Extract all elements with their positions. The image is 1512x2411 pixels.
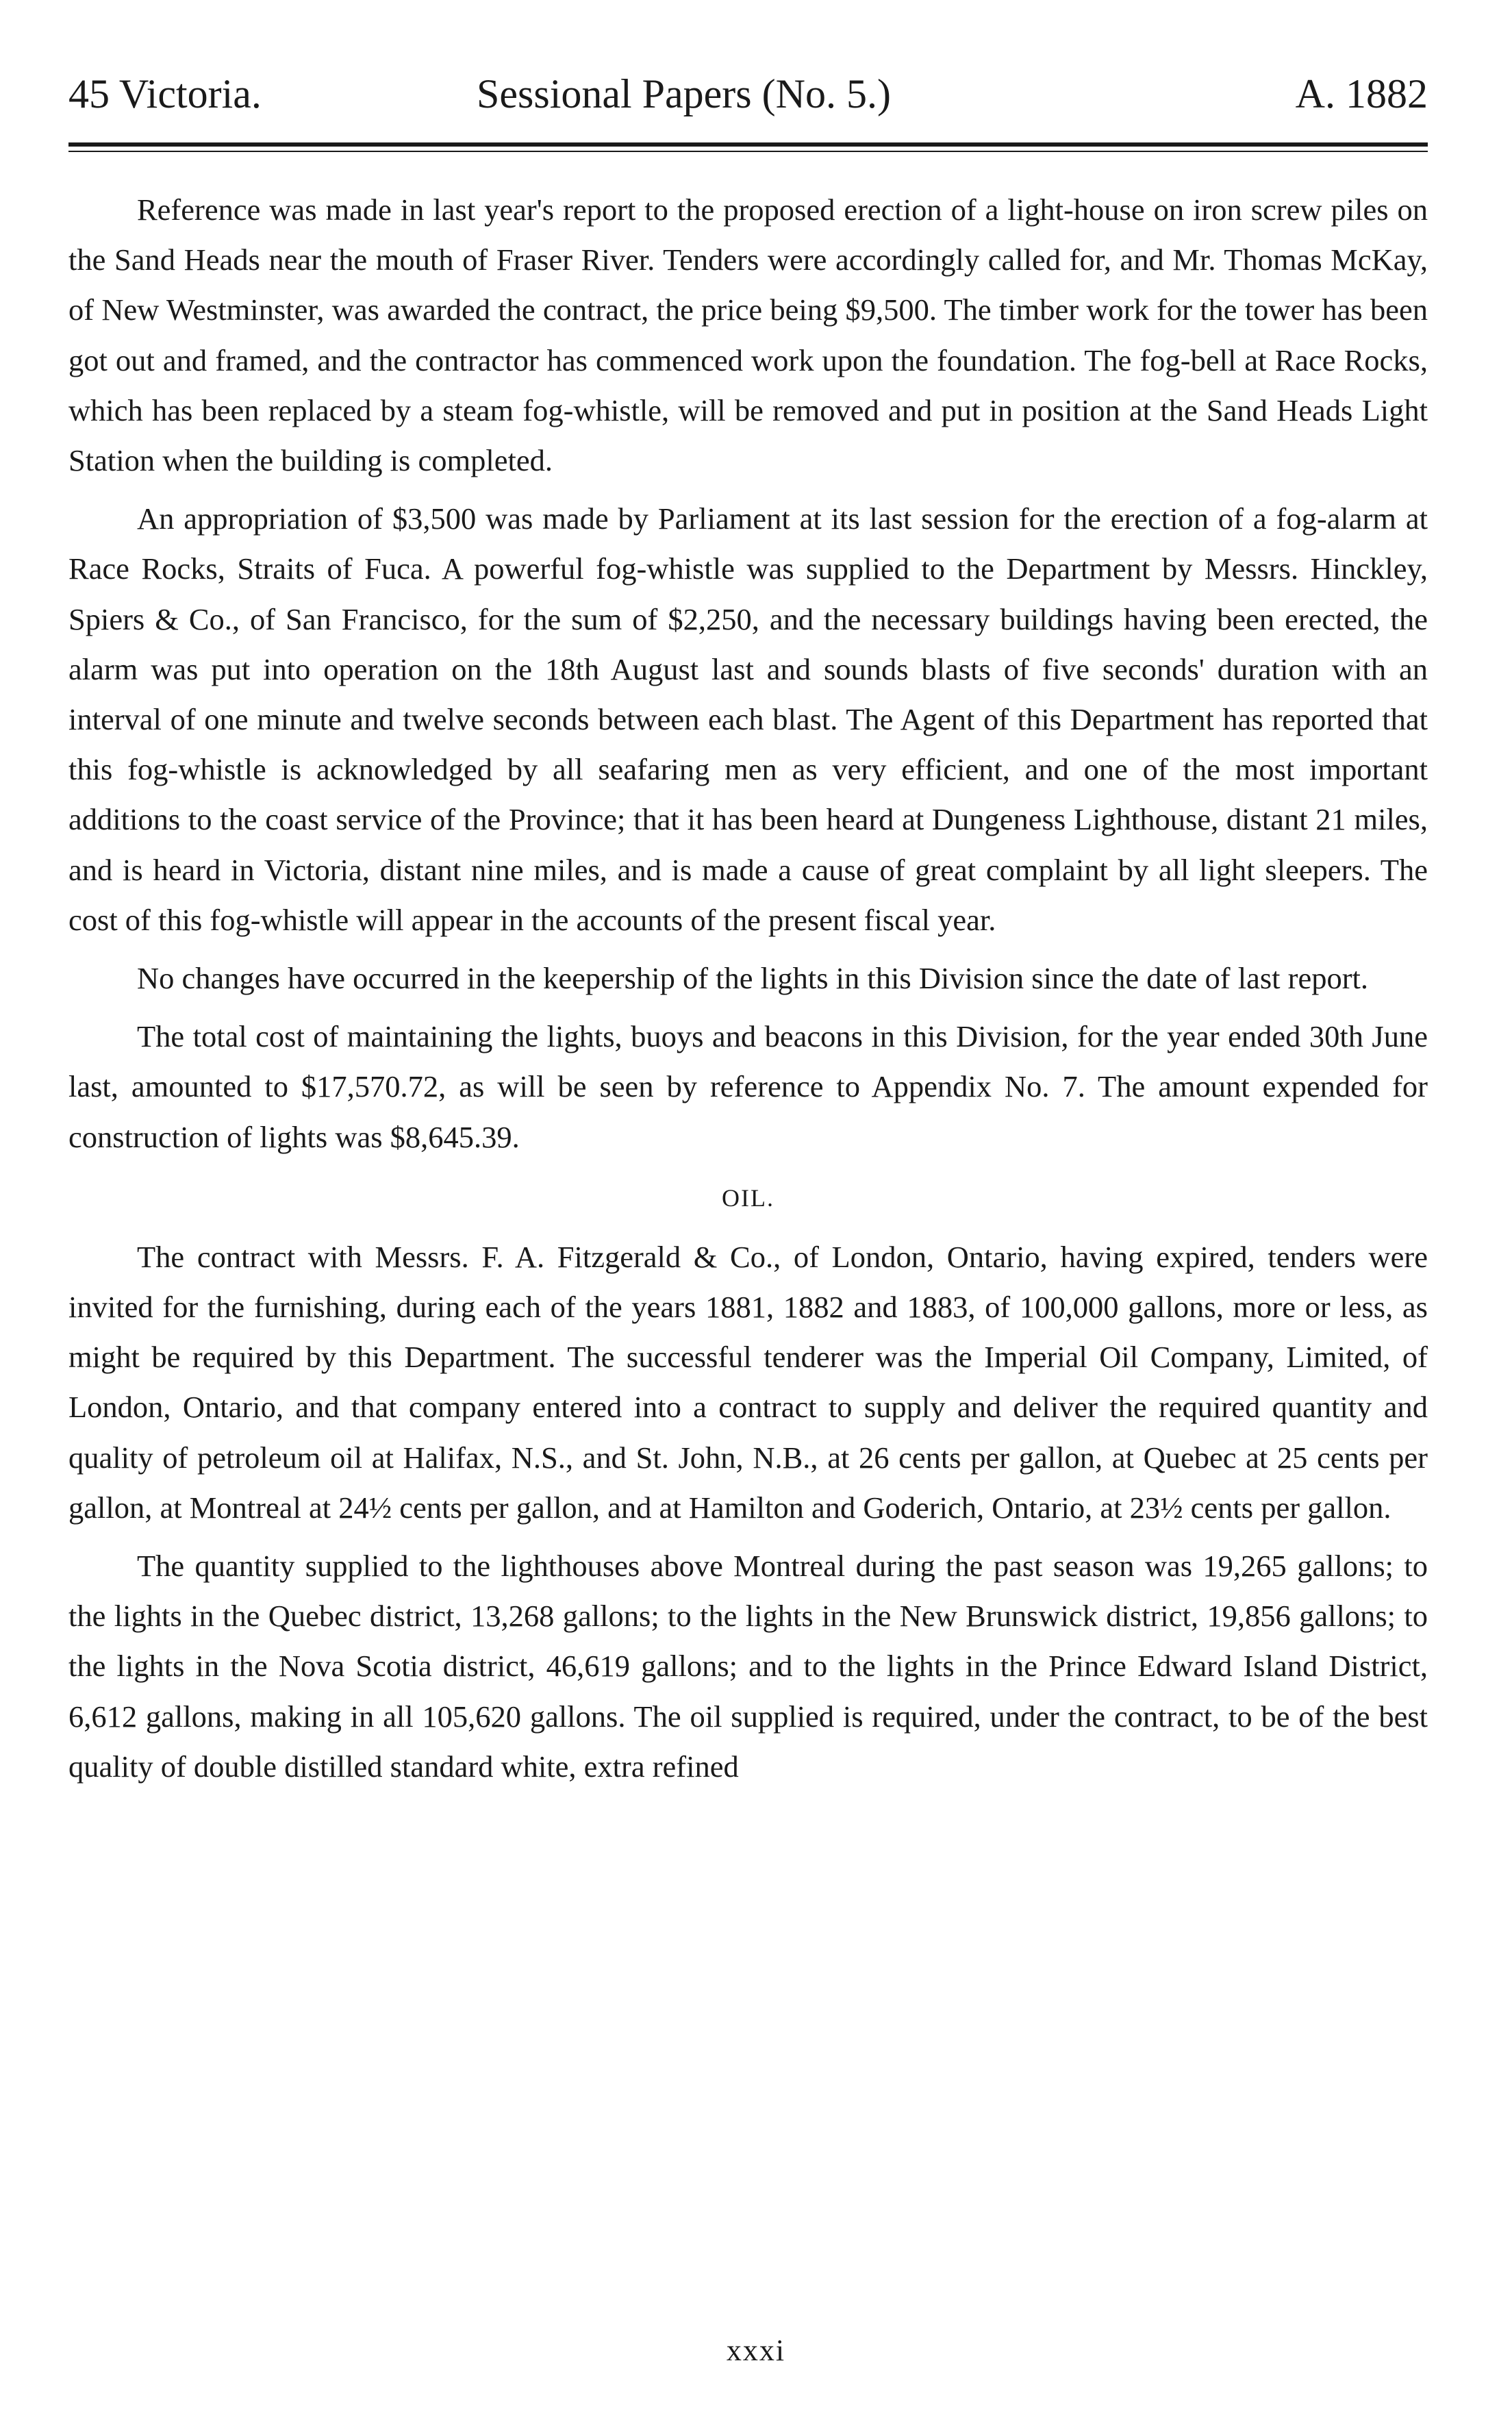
paragraph-total-cost: The total cost of maintaining the lights, buoys and beacons in this Division, for the year ended 30th June last, amounted to $17,570.72, as will be seen by reference to Appendix No. 7. The amount expended for construction of lights was $8,645.39. [68, 1019, 1428, 1154]
paragraph-oil-quantity: The quantity supplied to the lighthouses above Montreal during the past season was 19,265 gallons; to the lights in the Quebec district, 13,268 gallons; to the lights in the New Brunswick district, 19,856 gallons; to the lights in the Nova Scotia district, 46,619 gallons; and to the lights in the Prince Edward Island District, 6,612 gallons, making in all 105,620 gallons. The oil supplied is required, under the contract, to be of the best quality of double distilled standard white, extra refined [68, 1549, 1428, 1784]
paragraph-lighthouse-sand-heads: Reference was made in last year's report to the proposed erection of a light-house on iron screw piles on the Sand Heads near the mouth of Fraser River. Tenders were accordingly called for, and Mr. Thomas McKay, of New Westminster, was awarded the contract, the price being $9,500. The timber work for the tower has been got out and framed, and the contractor has commenced work upon the foundation. The fog-bell at Race Rocks, which has been replaced by a steam fog-whistle, will be removed and put in position at the Sand Heads Light Station when the building is completed. [68, 192, 1428, 478]
header-session: 45 Victoria. [68, 71, 262, 116]
body-text [68, 185, 1428, 1792]
header-title: Sessional Papers (No. 5.) [477, 71, 891, 116]
paragraph-fog-alarm-race-rocks: An appropriation of $3,500 was made by Parliament at its last session for the erection of a fog-alarm at Race Rocks, Straits of Fuca. A powerful fog-whistle was supplied to the Department by Messrs. Hinckley, Spiers & Co., of San Francisco, for the sum of $2,250, and the necessary buildings having been erected, the alarm was put into operation on the 18th August last and sounds blasts of five seconds' duration with an interval of one minute and twelve seconds between each blast. The Agent of this Department has reported that this fog-whistle is acknowledged by all seafaring men as very efficient, and one of the most important additions to the coast service of the Province; that it has been heard at Dungeness Lighthouse, distant 21 miles, and is heard in Victoria, distant nine miles, and is made a cause of great complaint by all light sleepers. The cost of this fog-whistle will appear in the accounts of the present fiscal year. [68, 501, 1428, 937]
section-title-oil: OIL. [722, 1184, 774, 1212]
header-year: A. 1882 [1295, 71, 1428, 116]
paragraph-keepership: No changes have occurred in the keepership of the lights in this Division since the date of last report. [137, 961, 1369, 996]
header-rule-thin [68, 151, 1428, 152]
page-number: xxxi [726, 2334, 786, 2367]
paragraph-oil-contract: The contract with Messrs. F. A. Fitzgerald & Co., of London, Ontario, having expired, tenders were invited for the furnishing, during each of the years 1881, 1882 and 1883, of 100,000 gallons, more or less, as might be required by this Department. The successful tenderer was the Imperial Oil Company, Limited, of London, Ontario, and that company entered into a contract to supply and deliver the required quantity and quality of petroleum oil at Halifax, N.S., and St. John, N.B., at 26 cents per gallon, at Quebec at 25 cents per gallon, at Montreal at 24½ cents per gallon, and at Hamilton and Goderich, Ontario, at 23½ cents per gallon. [68, 1239, 1428, 1525]
header-rule-thick [68, 142, 1428, 147]
page-header [68, 63, 1428, 125]
